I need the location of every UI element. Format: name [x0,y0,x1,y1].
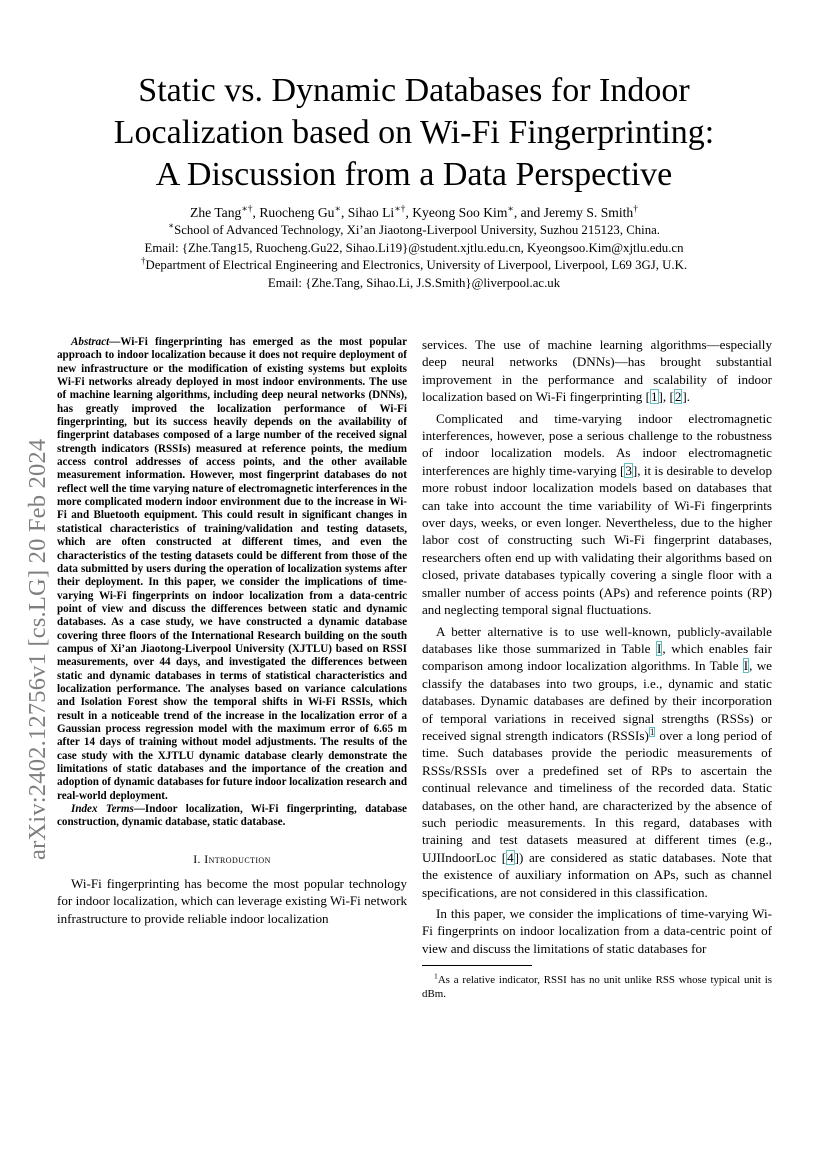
author-list [60,204,768,222]
affiliation-text: Department of Electrical Engineering and Electronics, University of Liverpool, Liverpool, L69 3GJ, U.K. [145,258,688,272]
paragraph [422,410,772,619]
affiliation-text: School of Advanced Technology, Xi’an Jiaotong-Liverpool University, Suzhou 215123, China. [174,223,660,237]
title-line: A Discussion from a Data Perspective [155,156,673,193]
text-run: , which enables fair comparison among indoor localization algorithms. In Table [422,640,772,674]
citation-link[interactable]: [2] [669,389,687,405]
text-run: over a long period of time. Such databases provide the periodic measurements of RSSs/RSSIs over a predefined set of RPs to ascertain the continual relevance and timeliness of the recorded data. Static databases, on the other hand, are characterized by the absence of such periodic measurements. In this regard, databases with training and test datasets measured at different times (e.g., UJIIndoorLoc [422,727,772,865]
affiliation-1 [60,222,768,240]
arxiv-identifier-stamp: arXiv:2402.12756v1 [cs.LG] 20 Feb 2024 [24,438,51,860]
citation-number: 1 [650,389,658,405]
abstract-label: Abstract [71,336,110,348]
index-terms-text: —Indoor localization, Wi-Fi fingerprinting, database construction, dynamic database, static database. [57,803,407,829]
citation-number: 4 [507,849,514,865]
citation-link[interactable]: [1] [645,389,663,405]
author-name: , Ruocheng Gu [252,205,335,220]
footnote-text: As a relative indicator, RSSI has no unit unlike RSS whose typical unit is [437,974,772,986]
text-run: Complicated and time-varying indoor electromagnetic interferences, however, pose a serious challenge to the robustness of indoor localization models. As indoor electromagnetic interferences are highly time-varying [422,410,772,478]
paragraph [422,336,772,406]
title-line: Localization based on Wi-Fi Fingerprinting: [113,114,715,151]
email-line-2: Email: {Zhe.Tang, Sihao.Li, J.S.Smith}@liverpool.ac.uk [267,275,561,290]
abstract-text: —Wi-Fi fingerprinting has emerged as the most popular approach to indoor localization because it does not require deployment of new infrastructure or the modification of existing systems but exploits Wi-Fi networks already deployed in most indoor environments. The use of machine learning algorithms, including deep neural networks (DNNs), has greatly improved the localization performance of Wi-Fi fingerprinting, but its success heavily depends on the availability of fingerprint databases composed of a large number of the received signal strength indicators (RSSIs) measured at reference points, the medium access control addresses of access points, and the other available measurement information. However, most fingerprint databases do not reflect well the time varying nature of electromagnetic interferences in the more complicated modern indoor environment due to the increase in Wi-Fi and Bluetooth equipment. This could result in significant changes in statistical characteristics of training/validation and testing datasets, which are often constructed at different times, and even the characteristics of the testing datasets could be different from those of the data submitted by users during the operation of localization systems after their deployment. In this paper, we consider the implications of time-varying Wi-Fi fingerprints on indoor localization from a data-centric point of view and discuss the differences between static and dynamic databases. As a case study, we have constructed a dynamic database covering three floors of the International Research building on the south campus of Xi’an Jiaotong-Liverpool University (XJTLU) based on RSSI measurements, over 44 days, and investigated the differences between static and dynamic databases in terms of statistical characteristics and localization performance. The analyses based on variance calculations and Isolation Forest show the temporal shifts in Wi-Fi RSSIs, which result in a noticeable trend of the increase in the localization error of a Gaussian process regression model with the maximum error of 6.65 m after 14 days of training without model adjustments. The results of the case study with the XJTLU dynamic database clearly demonstrate the limitations of static databases and the importance of the creation and adoption of dynamic databases for future indoor localization research and real-world deployment. [57,336,407,802]
affiliation-mark: ∗ [507,204,514,215]
text-run: ) are considered as static databases. Note that the existence of auxiliary information on APs, such as channel specifications, are not considered in this classification. [422,849,773,900]
footnote-mark: 1 [434,971,438,981]
citation-link[interactable]: [4] [501,849,520,865]
table-number: I [743,658,749,674]
section-heading-introduction [57,852,407,866]
paper-title [60,70,768,196]
title-line: Static vs. Dynamic Databases for Indoor [138,72,690,109]
footnote-number: 1 [649,726,655,737]
affiliation-mark: ∗† [241,204,253,215]
footnote-divider [422,965,532,966]
intro-paragraph: Wi-Fi fingerprinting has become the most popular technology for indoor localization, which can leverage existing Wi-Fi network infrastructure to provide reliable indoor localization [57,875,407,926]
affiliation-mark: † [140,255,146,266]
left-column [57,336,407,927]
paragraph [422,623,772,902]
affiliation-mark: † [633,204,638,215]
footnote-unit: dBm [422,988,444,1000]
affiliation-2 [60,257,768,275]
index-terms [57,803,407,830]
citation-number: 3 [625,462,632,478]
footnote-text: . [443,988,446,1000]
text-run: A better alternative is to use well-known, publicly-available databases like those summarized in Table [422,623,772,656]
text-run: , it is desirable to develop more robust indoor localization models based on databases that can take into account the time variability of Wi-Fi fingerprints over days, weeks, or even longer. Nevertheless, due to the higher labor cost of constructing such Wi-Fi fingerprint databases, researchers often end up with validating their algorithms based on closed, private databases typically covering a single floor with a smaller number of access points (APs) and reference points (RP) and neglecting temporal signal fluctuations. [422,462,773,618]
author-name: Zhe Tang [190,205,242,220]
affiliation-mark: ∗† [394,204,406,215]
abstract [57,336,407,803]
author-block [60,204,768,292]
citation-link[interactable]: [3] [619,462,638,478]
section-number: I. [193,851,201,866]
author-name: , Kyeong Soo Kim [405,205,508,220]
text-run: services. The use of machine learning algorithms—especially deep neural networks (DNNs)—has brought substantial improvement in the performance and scalability of indoor localization based on Wi-Fi fingerprinting [422,337,772,405]
citation-number: 2 [674,389,682,405]
text-run: . [686,389,691,405]
footnote [422,973,772,1001]
table-number: I [657,640,662,656]
author-name: , and Jeremy S. Smith [513,205,634,220]
affiliation-mark: ∗ [334,204,341,215]
section-title: Introduction [204,851,271,866]
right-column [422,336,772,957]
paragraph: In this paper, we consider the implications of time-varying Wi-Fi fingerprints on indoor localization from a data-centric point of view and discuss the limitations of static databases for [422,906,772,956]
email-line-1: Email: {Zhe.Tang15, Ruocheng.Gu22, Sihao.Li19}@student.xjtlu.edu.cn, Kyeongsoo.Kim@xjtlu.edu.cn [144,240,684,255]
author-name: , Sihao Li [340,205,395,220]
text-run: , [662,389,670,405]
index-terms-label: Index Terms [71,803,134,816]
affiliation-mark: ∗ [168,220,175,231]
text-run: , we classify the databases into two groups, i.e., dynamic and static databases. Dynamic databases are defined by their incorporation of temporal variations in received signal strengths (RSSs) or received signal strength indicators (RSSIs) [422,658,772,743]
